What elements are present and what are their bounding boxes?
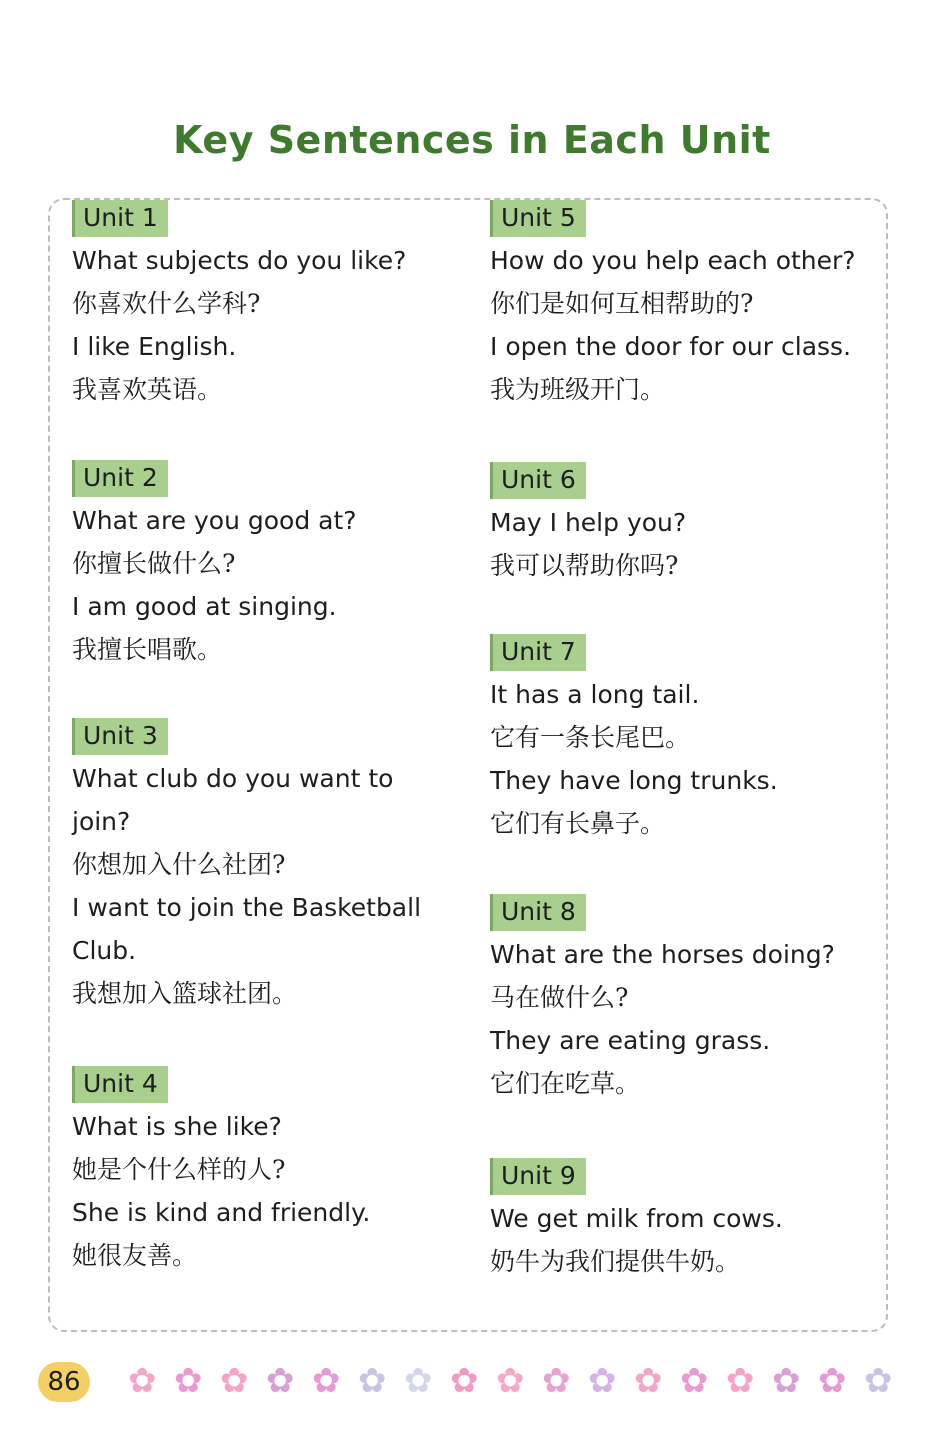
chinese-sentence: 你喜欢什么学科?: [72, 289, 261, 318]
flower-icon: ✿: [174, 1361, 203, 1401]
unit-block: [72, 460, 357, 671]
chinese-sentence: 你擅长做什么?: [72, 549, 236, 578]
unit-block: [490, 894, 835, 1105]
english-sentence: They are eating grass.: [490, 1026, 771, 1055]
chinese-sentence: 我想加入篮球社团。: [72, 979, 298, 1008]
flower-icon: ✿: [680, 1361, 709, 1401]
flower-icon: ✿: [128, 1361, 157, 1401]
chinese-sentence: 它们有长鼻子。: [490, 809, 666, 838]
english-sentence: She is kind and friendly.: [72, 1198, 371, 1227]
unit-label: Unit 7: [490, 634, 586, 671]
unit-label: Unit 2: [72, 460, 168, 497]
unit-label: Unit 8: [490, 894, 586, 931]
flower-icon: ✿: [358, 1361, 387, 1401]
flower-icon: ✿: [266, 1361, 295, 1401]
flower-icon: ✿: [864, 1361, 893, 1401]
chinese-sentence: 我擅长唱歌。: [72, 635, 223, 664]
flower-icon: ✿: [818, 1361, 847, 1401]
unit-label: Unit 5: [490, 200, 586, 237]
page-footer: [0, 1352, 944, 1412]
page-number: 86: [38, 1362, 90, 1402]
flower-icon: ✿: [726, 1361, 755, 1401]
unit-block: [72, 1066, 370, 1277]
flower-icon: ✿: [772, 1361, 801, 1401]
flower-icon: ✿: [588, 1361, 617, 1401]
english-sentence: I want to join the Basketball: [72, 893, 422, 922]
chinese-sentence: 它有一条长尾巴。: [490, 723, 691, 752]
unit-block: [72, 200, 406, 411]
unit-block: [490, 634, 778, 845]
flower-icon: ✿: [496, 1361, 525, 1401]
unit-block: [490, 1158, 783, 1283]
english-sentence: What is she like?: [72, 1112, 282, 1141]
flower-icon: ✿: [312, 1361, 341, 1401]
chinese-sentence: 它们在吃草。: [490, 1069, 641, 1098]
english-sentence: join?: [72, 807, 131, 836]
unit-label: Unit 9: [490, 1158, 586, 1195]
english-sentence: May I help you?: [490, 508, 687, 537]
unit-label: Unit 6: [490, 462, 586, 499]
english-sentence: Club.: [72, 936, 137, 965]
english-sentence: What are the horses doing?: [490, 940, 835, 969]
flower-icon: ✿: [220, 1361, 249, 1401]
chinese-sentence: 我为班级开门。: [490, 375, 666, 404]
page-title: Key Sentences in Each Unit: [173, 118, 771, 162]
flower-icon: ✿: [450, 1361, 479, 1401]
unit-label: Unit 1: [72, 200, 168, 237]
chinese-sentence: 我可以帮助你吗?: [490, 551, 679, 580]
chinese-sentence: 我喜欢英语。: [72, 375, 223, 404]
english-sentence: I open the door for our class.: [490, 332, 852, 361]
chinese-sentence: 奶牛为我们提供牛奶。: [490, 1247, 741, 1276]
english-sentence: How do you help each other?: [490, 246, 856, 275]
unit-block: [490, 200, 856, 411]
english-sentence: They have long trunks.: [490, 766, 778, 795]
english-sentence: We get milk from cows.: [490, 1204, 783, 1233]
english-sentence: What are you good at?: [72, 506, 357, 535]
english-sentence: I like English.: [72, 332, 237, 361]
flower-icon: ✿: [542, 1361, 571, 1401]
flower-icon: ✿: [404, 1361, 433, 1401]
chinese-sentence: 她是个什么样的人?: [72, 1155, 286, 1184]
unit-label: Unit 3: [72, 718, 168, 755]
chinese-sentence: 你们是如何互相帮助的?: [490, 289, 754, 318]
chinese-sentence: 马在做什么?: [490, 983, 629, 1012]
unit-block: [490, 462, 686, 587]
chinese-sentence: 她很友善。: [72, 1241, 198, 1270]
chinese-sentence: 你想加入什么社团?: [72, 850, 286, 879]
unit-block: [72, 718, 421, 1015]
english-sentence: What subjects do you like?: [72, 246, 407, 275]
unit-label: Unit 4: [72, 1066, 168, 1103]
flower-icon: ✿: [634, 1361, 663, 1401]
english-sentence: I am good at singing.: [72, 592, 337, 621]
english-sentence: What club do you want to: [72, 764, 394, 793]
english-sentence: It has a long tail.: [490, 680, 700, 709]
